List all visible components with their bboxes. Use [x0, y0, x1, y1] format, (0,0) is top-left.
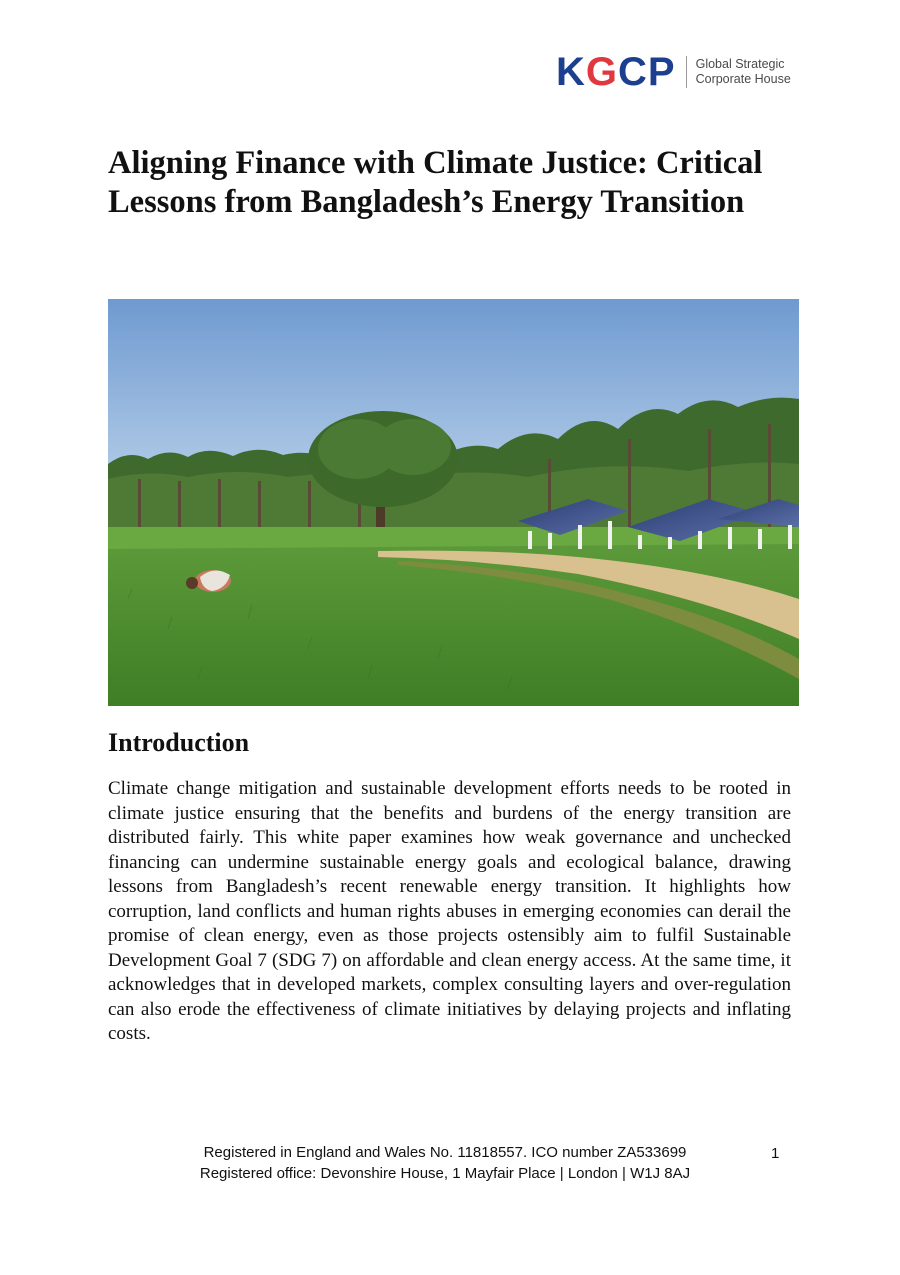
page-footer [150, 1142, 740, 1184]
hero-image [108, 299, 799, 706]
logo-tagline [696, 57, 791, 87]
page-number: 1 [771, 1145, 780, 1162]
company-logo [556, 52, 791, 92]
intro-paragraph: Climate change mitigation and sustainable development efforts needs to be rooted in climate justice ensuring that the benefits and burdens of the energy transition are distributed fairly. This white paper examines how weak governance and unchecked financing can undermine sustainable energy goals and ecological balance, drawing lessons from Bangladesh’s recent renewable energy transition. It highlights how corruption, land conflicts and human rights abuses in emerging economies can derail the promise of clean energy, even as those projects ostensibly aim to fulfil Sustainable Development Goal 7 (SDG 7) on affordable and clean energy access. At the same time, it acknowledges that in developed markets, complex consulting layers and over-regulation can also erode the effectiveness of climate initiatives by delaying projects and inflating costs. [108, 778, 791, 1044]
document-title: Aligning Finance with Climate Justice: Critical Lessons from Bangladesh’s Energy Transition [108, 145, 763, 220]
logo-letters: KGCP [556, 50, 676, 94]
footer-registration: Registered in England and Wales No. 11818557. ICO number ZA533699 [203, 1144, 687, 1161]
footer-office-address: Registered office: Devonshire House, 1 Mayfair Place | London | W1J 8AJ [199, 1165, 691, 1182]
logo-tagline-line1: Global Strategic [695, 57, 785, 71]
section-heading-introduction: Introduction [108, 728, 250, 757]
logo-tagline-line2: Corporate House [695, 72, 791, 86]
logo-wordmark [556, 52, 676, 92]
logo-divider [686, 56, 687, 88]
